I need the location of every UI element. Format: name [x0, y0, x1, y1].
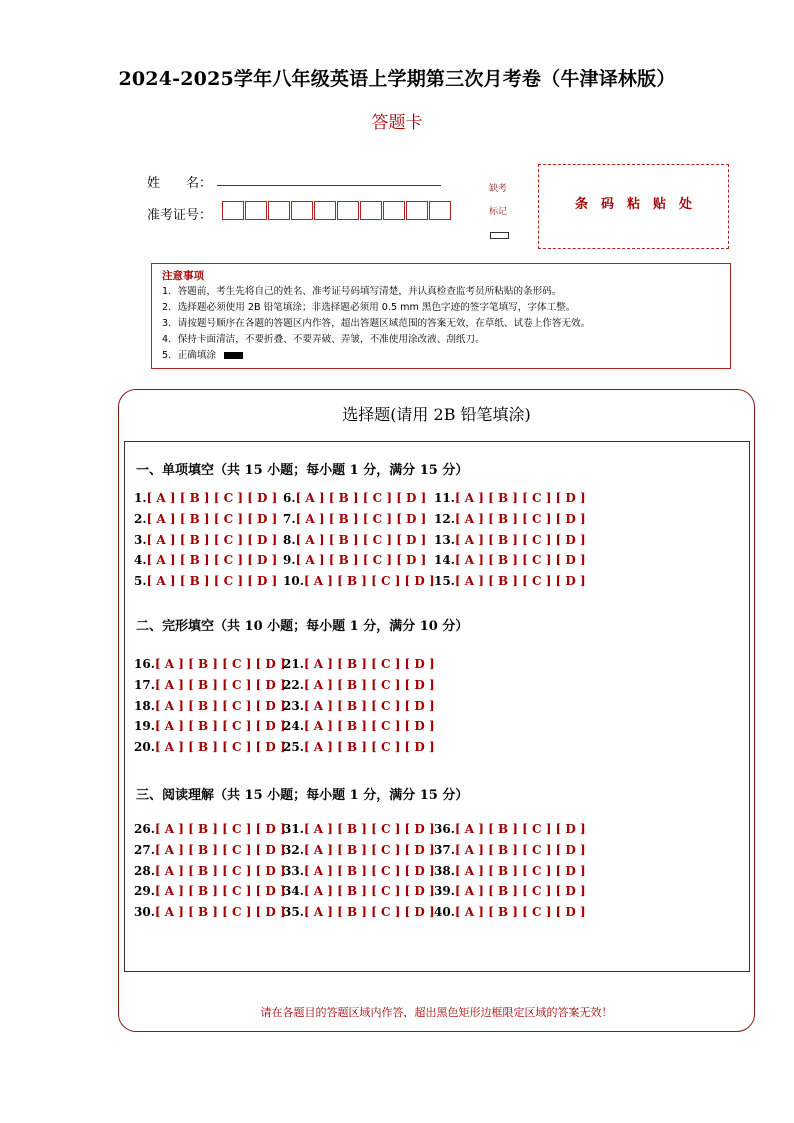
question-30[interactable] [134, 905, 286, 919]
exam-id-digit-box[interactable] [406, 201, 428, 220]
question-10[interactable] [283, 574, 435, 588]
question-number: 4. [134, 553, 147, 568]
answer-area-warning: 请在各题目的答题区域内作答，超出黑色矩形边框限定区域的答案无效！ [260, 1006, 613, 1019]
question-21[interactable] [283, 657, 435, 671]
question-35[interactable] [283, 905, 435, 919]
answer-options[interactable]: [ A ] [ B ] [ C ] [ D ] [303, 719, 435, 734]
question-39[interactable] [434, 884, 586, 898]
question-number: 18. [134, 698, 155, 713]
question-number: 16. [134, 657, 155, 671]
question-number: 26. [134, 822, 155, 836]
question-23[interactable] [283, 699, 435, 713]
question-3[interactable] [134, 533, 277, 547]
question-32[interactable] [283, 843, 435, 857]
exam-id-digit-box[interactable] [360, 201, 382, 220]
answer-options[interactable]: [ A ] [ B ] [ C ] [ D ] [295, 553, 427, 568]
question-29[interactable] [134, 884, 286, 898]
question-12[interactable] [434, 512, 586, 526]
answer-options[interactable]: [ A ] [ B ] [ C ] [ D ] [146, 491, 278, 505]
answer-options[interactable]: [ A ] [ B ] [ C ] [ D ] [146, 553, 278, 568]
absent-mark-label: 缺考 标记 [488, 184, 507, 217]
answer-options[interactable]: [ A ] [ B ] [ C ] [ D ] [454, 574, 586, 589]
question-number: 35. [283, 905, 304, 920]
question-number: 2. [134, 511, 147, 526]
question-27[interactable] [134, 843, 286, 857]
answer-options[interactable]: [ A ] [ B ] [ C ] [ D ] [295, 511, 427, 526]
answer-options[interactable]: [ A ] [ B ] [ C ] [ D ] [303, 574, 435, 589]
answer-options[interactable]: [ A ] [ B ] [ C ] [ D ] [303, 884, 435, 899]
name-field[interactable] [217, 185, 441, 186]
answer-options[interactable]: [ A ] [ B ] [ C ] [ D ] [146, 511, 278, 526]
question-18[interactable] [134, 699, 286, 713]
question-8[interactable] [283, 533, 426, 547]
exam-id-digit-box[interactable] [314, 201, 336, 220]
exam-id-digit-box[interactable] [337, 201, 359, 220]
answer-options[interactable]: [ A ] [ B ] [ C ] [ D ] [303, 842, 435, 857]
question-number: 20. [134, 740, 155, 755]
barcode-area [538, 164, 729, 249]
question-number: 6. [283, 491, 296, 505]
question-26[interactable] [134, 822, 286, 836]
notice-item: 3．请按题号顺序在各题的答题区内作答，超出答题区域范围的答案无效，在草纸、试卷上作答无效。 [162, 318, 591, 329]
question-number: 39. [434, 884, 455, 899]
answer-options[interactable]: [ A ] [ B ] [ C ] [ D ] [154, 884, 286, 899]
question-5[interactable] [134, 574, 277, 588]
question-number: 24. [283, 719, 304, 734]
question-36[interactable] [434, 822, 586, 836]
notice-item: 5．正确填涂 [162, 348, 730, 364]
notice-item: 2．选择题必须使用 2B 铅笔填涂；非选择题必须用 0.5 mm 黑色字迹的签字笔填写，字体工整。 [162, 302, 576, 313]
question-25[interactable] [283, 740, 435, 754]
question-34[interactable] [283, 884, 435, 898]
answer-options[interactable]: [ A ] [ B ] [ C ] [ D ] [154, 657, 286, 671]
question-38[interactable] [434, 864, 586, 878]
question-number: 30. [134, 905, 155, 920]
question-7[interactable] [283, 512, 426, 526]
part-title-cloze: 二、完形填空（共 10 小题；每小题 1 分，满分 10 分） [136, 619, 469, 634]
question-number: 23. [283, 698, 304, 713]
name-label: 姓 名： [147, 176, 213, 191]
question-20[interactable] [134, 740, 286, 754]
barcode-label: 条码粘贴处 [574, 197, 705, 212]
question-number: 8. [283, 532, 296, 547]
answer-options[interactable]: [ A ] [ B ] [ C ] [ D ] [454, 491, 586, 505]
answer-options[interactable]: [ A ] [ B ] [ C ] [ D ] [154, 822, 286, 836]
question-number: 31. [283, 822, 304, 836]
answer-options[interactable]: [ A ] [ B ] [ C ] [ D ] [303, 698, 435, 713]
choice-section-title: 选择题(请用 2B 铅笔填涂) [342, 405, 531, 424]
absent-mark-box[interactable] [490, 232, 509, 239]
question-number: 22. [283, 677, 304, 692]
question-number: 34. [283, 884, 304, 899]
question-19[interactable] [134, 719, 286, 733]
answer-options[interactable]: [ A ] [ B ] [ C ] [ D ] [454, 905, 586, 920]
question-number: 36. [434, 822, 455, 836]
notice-box [151, 263, 731, 369]
answer-options[interactable]: [ A ] [ B ] [ C ] [ D ] [146, 574, 278, 589]
exam-id-digit-box[interactable] [383, 201, 405, 220]
answer-options[interactable]: [ A ] [ B ] [ C ] [ D ] [154, 719, 286, 734]
answer-options[interactable]: [ A ] [ B ] [ C ] [ D ] [454, 532, 586, 547]
answer-options[interactable]: [ A ] [ B ] [ C ] [ D ] [303, 740, 435, 755]
notice-item: 4．保持卡面清洁，不要折叠、不要弄破、弄皱，不准使用涂改液、刮纸刀。 [162, 334, 485, 345]
answer-options[interactable]: [ A ] [ B ] [ C ] [ D ] [154, 698, 286, 713]
answer-options[interactable]: [ A ] [ B ] [ C ] [ D ] [154, 842, 286, 857]
question-number: 19. [134, 719, 155, 734]
question-number: 5. [134, 574, 147, 589]
exam-id-digit-box[interactable] [268, 201, 290, 220]
exam-id-digit-box[interactable] [291, 201, 313, 220]
answer-options[interactable]: [ A ] [ B ] [ C ] [ D ] [303, 677, 435, 692]
answer-options[interactable]: [ A ] [ B ] [ C ] [ D ] [454, 863, 586, 878]
question-4[interactable] [134, 553, 277, 567]
question-number: 33. [283, 863, 304, 878]
question-number: 10. [283, 574, 304, 589]
answer-options[interactable]: [ A ] [ B ] [ C ] [ D ] [154, 677, 286, 692]
answer-options[interactable]: [ A ] [ B ] [ C ] [ D ] [295, 532, 427, 547]
answer-options[interactable]: [ A ] [ B ] [ C ] [ D ] [154, 905, 286, 920]
question-17[interactable] [134, 678, 286, 692]
answer-options[interactable]: [ A ] [ B ] [ C ] [ D ] [454, 511, 586, 526]
exam-id-boxes [222, 201, 452, 220]
answer-options[interactable]: [ A ] [ B ] [ C ] [ D ] [154, 863, 286, 878]
answer-options[interactable]: [ A ] [ B ] [ C ] [ D ] [303, 657, 435, 671]
question-24[interactable] [283, 719, 435, 733]
exam-id-digit-box[interactable] [429, 201, 451, 220]
question-number: 9. [283, 553, 296, 568]
question-number: 11. [434, 491, 455, 505]
question-number: 27. [134, 842, 155, 857]
question-number: 40. [434, 905, 455, 920]
answer-options[interactable]: [ A ] [ B ] [ C ] [ D ] [454, 822, 586, 836]
notice-item: 1．答题前，考生先将自己的姓名、准考证号码填写清楚，并认真检查监考员所粘贴的条形码。 [162, 286, 562, 297]
part-title-reading: 三、阅读理解（共 15 小题；每小题 1 分，满分 15 分） [136, 788, 469, 803]
question-14[interactable] [434, 553, 586, 567]
question-number: 1. [134, 491, 147, 505]
question-40[interactable] [434, 905, 586, 919]
question-number: 17. [134, 677, 155, 692]
question-number: 37. [434, 842, 455, 857]
answer-sheet-subtitle: 答题卡 [371, 113, 423, 133]
question-number: 28. [134, 863, 155, 878]
answer-options[interactable]: [ A ] [ B ] [ C ] [ D ] [303, 822, 435, 836]
exam-id-label: 准考证号： [147, 208, 213, 223]
question-number: 7. [283, 511, 296, 526]
question-31[interactable] [283, 822, 435, 836]
question-number: 21. [283, 657, 304, 671]
question-11[interactable] [434, 491, 586, 505]
question-37[interactable] [434, 843, 586, 857]
question-number: 25. [283, 740, 304, 755]
answer-options[interactable]: [ A ] [ B ] [ C ] [ D ] [303, 905, 435, 920]
correct-fill-sample [224, 352, 243, 359]
question-22[interactable] [283, 678, 435, 692]
answer-options[interactable]: [ A ] [ B ] [ C ] [ D ] [454, 553, 586, 568]
exam-title: 2024-2025学年八年级英语上学期第三次月考卷（牛津译林版） [118, 68, 676, 90]
question-number: 12. [434, 511, 455, 526]
question-28[interactable] [134, 864, 286, 878]
notice-title: 注意事项 [162, 270, 204, 282]
question-15[interactable] [434, 574, 586, 588]
question-6[interactable] [283, 491, 426, 505]
question-number: 3. [134, 532, 147, 547]
answer-options[interactable]: [ A ] [ B ] [ C ] [ D ] [303, 863, 435, 878]
question-13[interactable] [434, 533, 586, 547]
question-9[interactable] [283, 553, 426, 567]
question-number: 13. [434, 532, 455, 547]
answer-options[interactable]: [ A ] [ B ] [ C ] [ D ] [146, 532, 278, 547]
question-16[interactable] [134, 657, 286, 671]
answer-options[interactable]: [ A ] [ B ] [ C ] [ D ] [154, 740, 286, 755]
question-number: 32. [283, 842, 304, 857]
question-number: 29. [134, 884, 155, 899]
question-33[interactable] [283, 864, 435, 878]
exam-id-digit-box[interactable] [222, 201, 244, 220]
answer-options[interactable]: [ A ] [ B ] [ C ] [ D ] [295, 491, 427, 505]
question-number: 14. [434, 553, 455, 568]
answer-options[interactable]: [ A ] [ B ] [ C ] [ D ] [454, 842, 586, 857]
question-1[interactable] [134, 491, 277, 505]
question-2[interactable] [134, 512, 277, 526]
exam-id-digit-box[interactable] [245, 201, 267, 220]
question-number: 15. [434, 574, 455, 589]
question-number: 38. [434, 863, 455, 878]
answer-options[interactable]: [ A ] [ B ] [ C ] [ D ] [454, 884, 586, 899]
part-title-single-choice: 一、单项填空（共 15 小题；每小题 1 分，满分 15 分） [136, 463, 469, 478]
